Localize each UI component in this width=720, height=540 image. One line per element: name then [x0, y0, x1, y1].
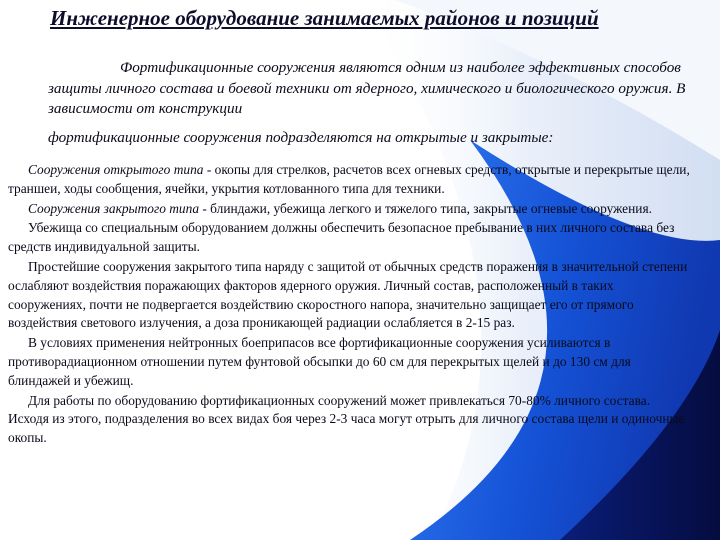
paragraph-text: - окопы для стрелков, расчетов всех огневых средств, открытые и перекрытые щели, траншеи, ходы сообщения, ячейки, укрытия котлованного типа для техники.: [8, 162, 690, 196]
slide-title: Инженерное оборудование занимаемых районов и позиций: [50, 6, 599, 30]
paragraph-personnel: Для работы по оборудованию фортификационных сооружений может привлекаться 70-80% личного состава. Исходя из этого, подразделения во всех видах боя через 2-3 часа могут отрыть для личного состава щели и одиночные окопы.: [8, 392, 685, 446]
paragraph-text: - блиндажи, убежища легкого и тяжелого типа, закрытые огневые сооружения.: [199, 200, 652, 216]
body-text: [8, 161, 694, 448]
paragraph-shelters: Убежища со специальным оборудованием должны обеспечить безопасное пребывание в них личного состава без средств индивидуальной защиты.: [8, 220, 675, 255]
term-open-structures: Сооружения открытого типа: [28, 162, 204, 177]
intro-text: Фортификационные сооружения являются одним из наиболее эффективных способов защиты личного состава и боевой техники от ядерного, химического и биологического оружия. В зависимости от конструкции: [48, 59, 686, 117]
paragraph-simple-structures: Простейшие сооружения закрытого типа наряду с защитой от обычных средств поражения в значительной степени ослабляют воздействия поражающих факторов ядерного оружия. Личный состав, расположенный в таких сооружениях, почти не подвергается воздействию скоростного напора, значительно защищает его от прямого воздействия светового излучения, а доза проникающей радиации ослабляется в 2-15 раз.: [8, 258, 688, 331]
term-closed-structures: Сооружения закрытого типа: [28, 200, 200, 216]
paragraph-open-structures: [8, 161, 694, 199]
intro-last-line: фортификационные сооружения подразделяются на открытые и закрытые:: [48, 128, 554, 146]
intro-paragraph: [48, 58, 696, 148]
paragraph-closed-structures: [8, 200, 694, 219]
paragraph-neutron: В условиях применения нейтронных боеприпасов все фортификационные сооружения усиливаются в противорадиационном отношении путем фунтовой обсыпки до 60 см для перекрытых щелей и до 130 см для блиндажей и убежищ.: [8, 335, 631, 388]
